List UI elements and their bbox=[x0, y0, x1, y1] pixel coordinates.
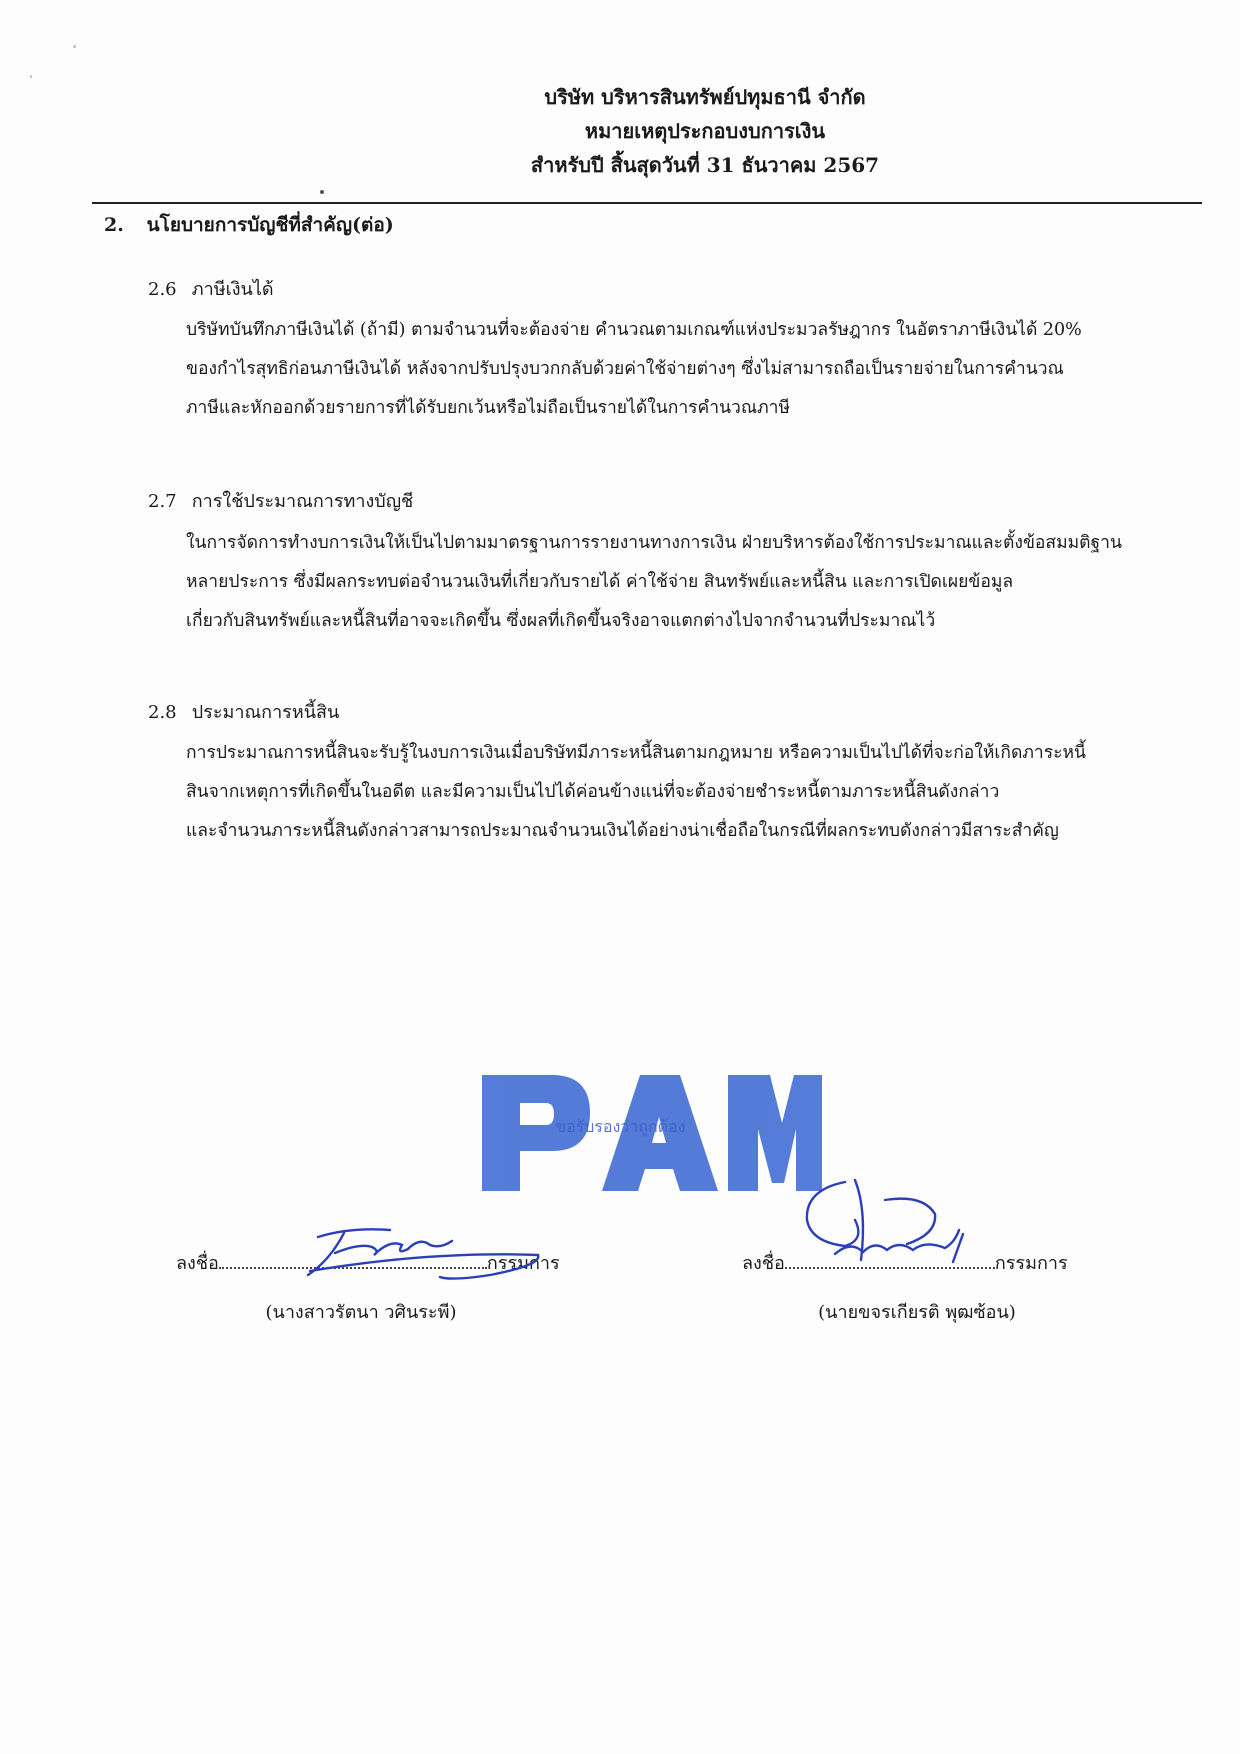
subsection-number: 2.6 bbox=[148, 279, 177, 300]
signer-name: (นางสาวรัตนา วศินระพี) bbox=[265, 1302, 457, 1323]
sign-label: ลงชื่อ bbox=[742, 1253, 785, 1274]
paragraph-line: การประมาณการหนี้สินจะรับรู้ในงบการเงินเมื่อบริษัทมีภาระหนี้สินตามกฎหมาย หรือความเป็นไปได้ที่จะก่อให้เกิดภาระหนี้ bbox=[186, 743, 1087, 763]
subsection-title: การใช้ประมาณการทางบัญชี bbox=[191, 491, 414, 512]
section-number: 2. bbox=[104, 214, 124, 236]
company-name: บริษัท บริหารสินทรัพย์ปทุมธานี จำกัด bbox=[544, 85, 866, 109]
section-title: นโยบายการบัญชีที่สำคัญ(ต่อ) bbox=[146, 214, 394, 236]
paragraph-line: บริษัทบันทึกภาษีเงินได้ (ถ้ามี) ตามจำนวนที่จะต้องจ่าย คำนวณตามเกณฑ์แห่งประมวลรัษฎากร ในอัตราภาษีเงินได้ 20% bbox=[186, 320, 1082, 340]
header-divider bbox=[92, 202, 1202, 204]
subsection-number: 2.8 bbox=[148, 702, 177, 723]
signer-role: กรรมการ bbox=[994, 1253, 1068, 1274]
paragraph-line: ในการจัดการทำงบการเงินให้เป็นไปตามมาตรฐานการรายงานทางการเงิน ฝ่ายบริหารต้องใช้การประมาณและตั้งข้อสมมติฐาน bbox=[186, 533, 1122, 553]
stamp-certified-text: ขอรับรองว่าถูกต้อง bbox=[555, 1117, 686, 1136]
scan-speck bbox=[73, 45, 76, 48]
signer-role: กรรมการ bbox=[486, 1253, 560, 1274]
sign-label: ลงชื่อ bbox=[176, 1253, 219, 1274]
handwritten-signature-1 bbox=[290, 1215, 560, 1295]
paragraph-line: เกี่ยวกับสินทรัพย์และหนี้สินที่อาจจะเกิดขึ้น ซึ่งผลที่เกิดขึ้นจริงอาจแตกต่างไปจากจำนวนที่ประมาณไว้ bbox=[186, 611, 936, 631]
signer-name: (นายขจรเกียรติ พุฒซ้อน) bbox=[818, 1302, 1016, 1323]
scan-speck bbox=[320, 190, 324, 194]
handwritten-signature-2 bbox=[795, 1170, 995, 1280]
paragraph-estimates bbox=[186, 524, 1186, 641]
paragraph-provisions bbox=[186, 734, 1186, 851]
document-header bbox=[0, 80, 1240, 182]
scan-speck bbox=[30, 75, 32, 78]
subsection-heading-income-tax bbox=[148, 274, 274, 303]
section-heading bbox=[104, 210, 394, 240]
subsection-title: ภาษีเงินได้ bbox=[191, 279, 274, 300]
paragraph-line: และจำนวนภาระหนี้สินดังกล่าวสามารถประมาณจำนวนเงินได้อย่างน่าเชื่อถือในกรณีที่ผลกระทบดังกล่าวมีสาระสำคัญ bbox=[186, 821, 1059, 841]
subsection-heading-provisions bbox=[148, 697, 339, 726]
paragraph-line: ภาษีและหักออกด้วยรายการที่ได้รับยกเว้นหรือไม่ถือเป็นรายได้ในการคำนวณภาษี bbox=[186, 398, 790, 418]
subsection-heading-estimates bbox=[148, 486, 413, 515]
reporting-period: สำหรับปี สิ้นสุดวันที่ 31 ธันวาคม 2567 bbox=[530, 153, 880, 177]
paragraph-line: หลายประการ ซึ่งมีผลกระทบต่อจำนวนเงินที่เกี่ยวกับรายได้ ค่าใช้จ่าย สินทรัพย์และหนี้สิน และการเปิดเผยข้อมูล bbox=[186, 572, 1014, 592]
document-title: หมายเหตุประกอบงบการเงิน bbox=[584, 119, 826, 143]
paragraph-line: สินจากเหตุการที่เกิดขึ้นในอดีต และมีความเป็นไปได้ค่อนข้างแน่ที่จะต้องจ่ายชำระหนี้ตามภาระหนี้สินดังกล่าว bbox=[186, 782, 1000, 802]
subsection-title: ประมาณการหนี้สิน bbox=[191, 702, 340, 723]
paragraph-line: ของกำไรสุทธิก่อนภาษีเงินได้ หลังจากปรับปรุงบวกกลับด้วยค่าใช้จ่ายต่างๆ ซึ่งไม่สามารถถือเป็นรายจ่ายในการคำนวณ bbox=[186, 359, 1064, 379]
subsection-number: 2.7 bbox=[148, 491, 177, 512]
paragraph-income-tax bbox=[186, 311, 1186, 428]
